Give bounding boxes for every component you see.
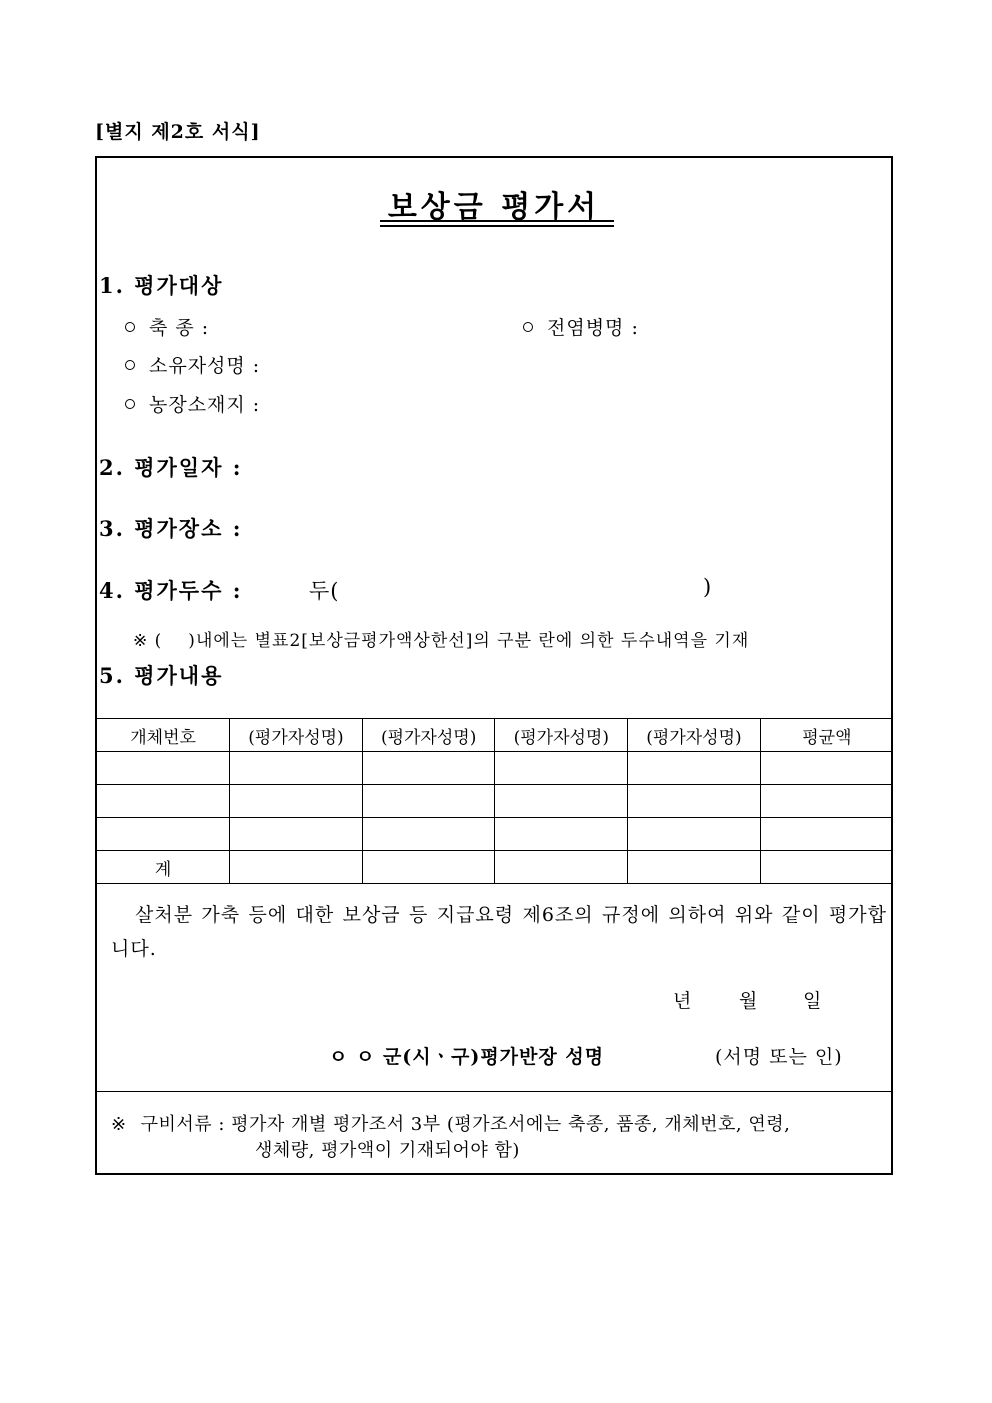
table-cell[interactable] xyxy=(97,752,230,785)
evaluation-statement: 살처분 가축 등에 대한 보상금 등 지급요령 제6조의 규정에 의하여 위와 같이 평가합니다. xyxy=(111,904,887,960)
table-cell[interactable] xyxy=(495,752,628,785)
table-cell[interactable] xyxy=(495,851,628,884)
head-count-unit: 두( xyxy=(309,579,340,603)
table-cell[interactable] xyxy=(230,785,363,818)
farm-location-label: 농장소재지 : xyxy=(149,394,261,416)
section-3-heading: 3. 평가장소 : xyxy=(99,516,243,541)
table-cell[interactable] xyxy=(628,818,761,851)
section-4-heading: 4. 평가두수 : xyxy=(99,578,243,603)
header-cell: (평가자성명) xyxy=(628,719,761,752)
table-total-row xyxy=(97,851,893,884)
table-row xyxy=(97,752,893,785)
disease-field xyxy=(523,313,639,340)
table-cell[interactable] xyxy=(495,818,628,851)
section-1-heading: 1. 평가대상 xyxy=(99,273,224,298)
table-cell[interactable] xyxy=(362,851,495,884)
owner-label: 소유자성명 : xyxy=(149,355,261,377)
date-month-label: 월 xyxy=(739,990,758,1012)
farm-location-field xyxy=(125,390,260,417)
head-count-note: ※ ( )내에는 별표2[보상금평가액상한선]의 구분 란에 의한 두수내역을 기재 xyxy=(133,631,750,651)
table-cell[interactable] xyxy=(230,818,363,851)
date-day-label: 일 xyxy=(803,990,822,1012)
table-cell[interactable] xyxy=(97,785,230,818)
head-count-close-paren: ) xyxy=(703,575,713,599)
table-cell[interactable] xyxy=(760,851,893,884)
table-cell[interactable] xyxy=(628,785,761,818)
circle-bullet-icon xyxy=(125,322,135,332)
header-cell: 개체번호 xyxy=(97,719,230,752)
owner-field xyxy=(125,351,260,378)
table-cell[interactable] xyxy=(362,785,495,818)
table-cell[interactable] xyxy=(628,752,761,785)
disease-label: 전염병명 : xyxy=(547,317,639,339)
required-documents-line-1: ※ 구비서류 : 평가자 개별 평가조서 3부 (평가조서에는 축종, 품종, 개체번호, 연령, xyxy=(111,1114,791,1135)
required-documents-line-2: 생체량, 평가액이 기재되어야 함) xyxy=(255,1140,520,1161)
header-cell: (평가자성명) xyxy=(495,719,628,752)
section-2-heading: 2. 평가일자 : xyxy=(99,455,243,480)
table-row xyxy=(97,785,893,818)
reference-mark: ※ xyxy=(133,631,149,651)
header-cell: 평균액 xyxy=(760,719,893,752)
reference-mark: ※ xyxy=(111,1114,127,1135)
species-field xyxy=(125,313,209,340)
species-label: 축 종 : xyxy=(149,317,210,339)
circle-bullet-icon xyxy=(125,399,135,409)
circle-bullet-icon xyxy=(523,322,533,332)
signature-or-seal-note: (서명 또는 인) xyxy=(715,1046,843,1068)
table-cell[interactable] xyxy=(230,851,363,884)
evaluation-table xyxy=(97,718,893,884)
divider xyxy=(97,1091,891,1092)
table-cell[interactable] xyxy=(362,752,495,785)
table-cell[interactable] xyxy=(760,752,893,785)
form-frame xyxy=(95,156,893,1175)
table-cell[interactable] xyxy=(97,818,230,851)
circle-bullet-icon xyxy=(125,360,135,370)
table-header-row xyxy=(97,719,893,752)
note-text: 내에는 별표2[보상금평가액상한선]의 구분 란에 의한 두수내역을 기재 xyxy=(195,631,750,651)
total-label-cell: 계 xyxy=(97,851,230,884)
document-title: 보상금 평가서 xyxy=(387,190,601,225)
evaluation-team-leader-signature: ㅇ ㅇ 군(시ㆍ구)평가반장 성명 xyxy=(329,1046,605,1068)
table-cell[interactable] xyxy=(760,818,893,851)
table-cell[interactable] xyxy=(230,752,363,785)
table-cell[interactable] xyxy=(760,785,893,818)
table-cell[interactable] xyxy=(362,818,495,851)
title-double-underline xyxy=(380,220,614,227)
table-cell[interactable] xyxy=(628,851,761,884)
date-year-label: 년 xyxy=(673,990,692,1012)
section-5-heading: 5. 평가내용 xyxy=(99,663,224,688)
header-cell: (평가자성명) xyxy=(362,719,495,752)
header-cell: (평가자성명) xyxy=(230,719,363,752)
form-number-label: [별지 제2호 서식] xyxy=(95,121,261,143)
table-row xyxy=(97,818,893,851)
table-cell[interactable] xyxy=(495,785,628,818)
